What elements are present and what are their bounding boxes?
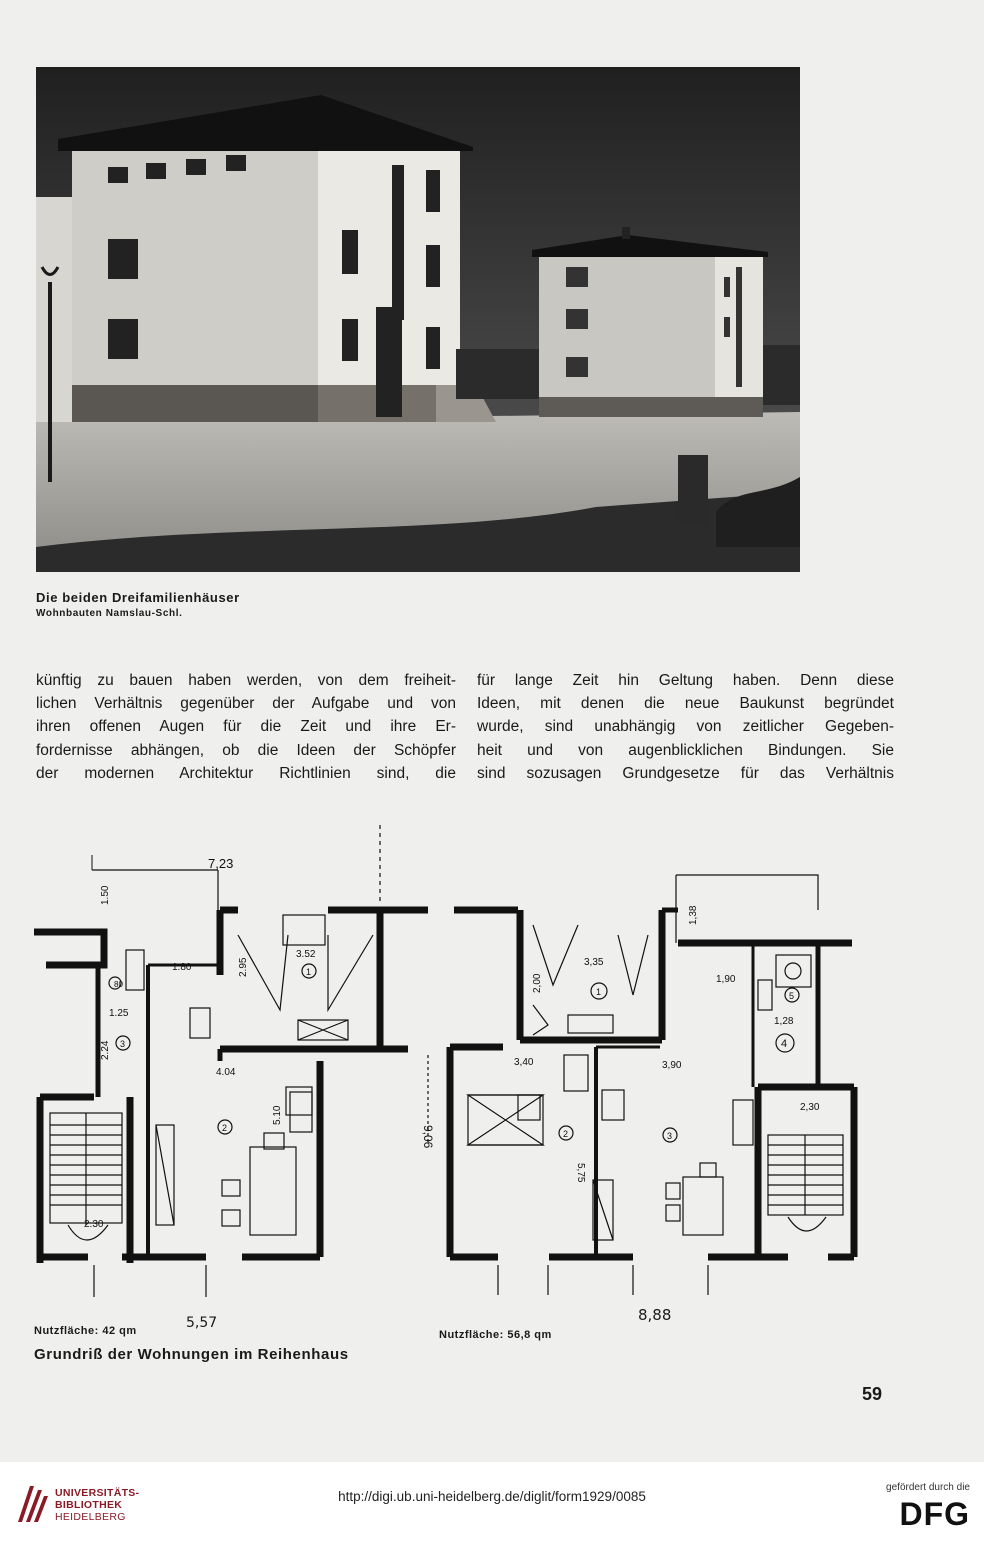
- plan-dim-label: 5.10: [272, 1105, 283, 1125]
- plan-dim-label: 3,40: [514, 1057, 534, 1068]
- plan-dim-label: 2.30: [84, 1219, 104, 1230]
- plan-dim-label: 1,38: [688, 905, 699, 925]
- room-number: 5: [789, 991, 795, 1001]
- photo-caption-subtitle: Wohnbauten Namslau-Schl.: [36, 608, 183, 619]
- plan-dim-label: 2,30: [800, 1102, 820, 1113]
- plan-dim-label: 2.95: [238, 957, 249, 977]
- text-line: wurde, sind unabhängig von zeitlicher Gegeben-: [477, 718, 894, 736]
- text-line: sind sozusagen Grundgesetze für das Verhältnis: [477, 764, 894, 782]
- plan-dim-label: 2,00: [532, 973, 543, 993]
- text-line: künftig zu bauen haben werden, von dem freiheit-: [36, 672, 456, 689]
- plan-dim-label: 1.50: [100, 885, 111, 905]
- text-line: lichen Verhältnis gegenüber der Aufgabe und von: [36, 695, 456, 713]
- building-photo: [36, 67, 800, 572]
- text-line: Ideen, mit denen die neue Baukunst begründet: [477, 695, 894, 713]
- plan-dim-label: 1,28: [774, 1016, 794, 1027]
- plan-width-left: 5,57: [186, 1315, 218, 1331]
- room-number: 2: [222, 1123, 228, 1133]
- text-line: der modernen Architektur Richtlinien sind, die: [36, 764, 456, 782]
- room-number: 2: [563, 1129, 569, 1139]
- plan-dim-label: 5,75: [575, 1163, 586, 1183]
- room-number: 3: [667, 1131, 673, 1141]
- room-number: 1: [306, 967, 312, 977]
- room-number: 4: [781, 1038, 788, 1050]
- footer-bar: [0, 1462, 984, 1541]
- plan-dim-label: 1.25: [109, 1008, 129, 1019]
- plan-dim-label: 3,90: [662, 1060, 682, 1071]
- funding-note: gefördert durch die: [886, 1482, 970, 1493]
- page-number: 59: [862, 1384, 883, 1404]
- plan-dim-label: 3,35: [584, 957, 604, 968]
- text-line: heit und von augenblicklichen Bindungen. Sie: [477, 741, 894, 759]
- floor-plans: [28, 825, 878, 1325]
- text-line: ihren offenen Augen für die Zeit und ihre Er-: [36, 718, 456, 736]
- text-column-right: [477, 669, 894, 785]
- text-line: für lange Zeit hin Geltung haben. Denn diese: [477, 672, 894, 689]
- dfg-logo[interactable]: DFG: [899, 1496, 970, 1532]
- library-name-line: BIBLIOTHEK: [55, 1499, 123, 1511]
- text-column-left: [36, 669, 456, 785]
- plan-dim-label: 9,06: [421, 1125, 435, 1149]
- library-name-line: UNIVERSITÄTS-: [55, 1487, 140, 1499]
- plan-width-right: 8,88: [638, 1306, 672, 1324]
- text-line: fordernisse abhängen, ob die Ideen der Schöpfer: [36, 741, 456, 759]
- source-url-link[interactable]: http://digi.ub.uni-heidelberg.de/diglit/form1929/0085: [338, 1489, 646, 1504]
- library-name-line: HEIDELBERG: [55, 1511, 126, 1523]
- plan-dim-label: 7,23: [208, 856, 234, 871]
- room-number: 1: [596, 987, 602, 997]
- plan-dim-label: 80: [114, 980, 123, 989]
- photo-caption-title: Die beiden Dreifamilienhäuser: [36, 590, 240, 605]
- floor-plan-right: [428, 875, 854, 1295]
- usable-area-right: Nutzfläche: 56,8 qm: [439, 1329, 552, 1341]
- room-number: 3: [120, 1039, 126, 1049]
- usable-area-left: Nutzfläche: 42 qm: [34, 1325, 137, 1337]
- plans-caption: Grundriß der Wohnungen im Reihenhaus: [34, 1346, 349, 1363]
- plan-dim-label: 1.80: [172, 962, 192, 973]
- plan-dim-label: 1,90: [716, 974, 736, 985]
- plan-dim-label: 4.04: [216, 1067, 236, 1078]
- plan-dim-label: 3.52: [296, 949, 316, 960]
- plan-dim-label: 2.24: [100, 1040, 111, 1060]
